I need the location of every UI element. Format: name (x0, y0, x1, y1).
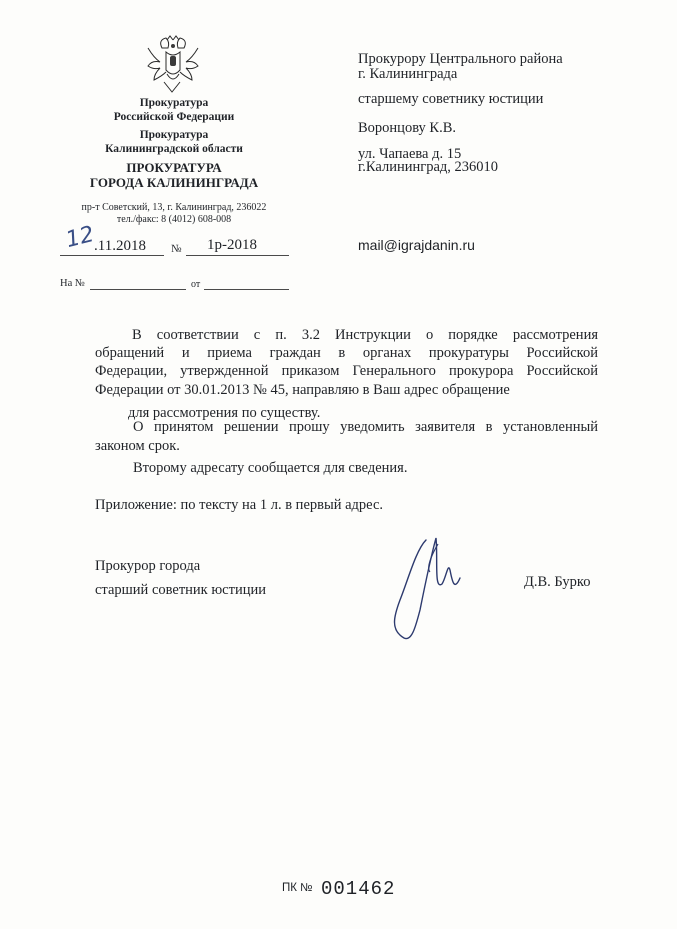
ref-number-underline (90, 289, 186, 290)
org-name-2b: Калининградской области (105, 143, 243, 155)
body-p3: Второму адресату сообщается для сведения. (133, 460, 408, 476)
org-name-2: Прокуратура (139, 129, 209, 141)
signer-title-2: старший советник юстиции (95, 582, 266, 598)
signer-name: Д.В. Бурко (524, 574, 591, 590)
pk-label: ПК № (282, 882, 313, 894)
number-sign: № (171, 243, 182, 255)
org-name-1: Прокуратура (139, 97, 209, 109)
org-address: пр-т Советский, 13, г. Калининград, 236022 (81, 202, 267, 213)
body-p1-line-1: В соответствии с п. 3.2 Инструкции о порядке рассмотрения (132, 327, 598, 343)
reg-number: 1р-2018 (207, 237, 257, 253)
recipient-line-1: Прокурору Центрального района (358, 51, 563, 67)
org-name-1b: Российской Федерации (113, 111, 235, 123)
recipient-line-3: старшему советнику юстиции (358, 91, 544, 107)
recipient-city: г.Калининград, 236010 (358, 159, 499, 175)
attachment-note: Приложение: по тексту на 1 л. в первый адрес. (95, 497, 384, 513)
body-p2-line-1: О принятом решении прошу уведомить заявителя в установленный (133, 419, 598, 435)
body-p2-line-2: законом срок. (95, 438, 180, 454)
body-p1-line-5: для рассмотрения по существу. (128, 405, 321, 421)
pk-number: 001462 (321, 878, 396, 900)
handwritten-date: 12 (63, 221, 97, 254)
org-name-3b: ГОРОДА КАЛИНИНГРАДА (89, 175, 259, 190)
date-underline (60, 255, 164, 256)
body-p1-line-2: обращений и приема граждан в органах прокуратуры Российской (95, 345, 598, 361)
ref-from-underline (204, 289, 289, 290)
org-phone: тел./факс: 8 (4012) 608-008 (116, 214, 232, 225)
coat-of-arms-emblem-icon (140, 34, 206, 96)
date-printed: .11.2018 (94, 238, 146, 254)
number-underline (186, 255, 289, 256)
body-p1-line-4: Федерации от 30.01.2013 № 45, направляю в Ваш адрес обращение (95, 382, 510, 398)
ref-from-label: от (191, 279, 201, 290)
body-p1-line-3: Федерации, утвержденной приказом Генерального прокурора Российской (95, 363, 598, 379)
signer-title-1: Прокурор города (95, 558, 201, 574)
recipient-street: ул. Чапаева д. 15 (358, 146, 462, 162)
org-name-3: ПРОКУРАТУРА (126, 160, 222, 175)
recipient-email: mail@igrajdanin.ru (358, 237, 475, 253)
recipient-name: Воронцову К.В. (358, 120, 457, 136)
ref-number-label: На № (60, 278, 85, 289)
handwritten-signature-icon (386, 520, 466, 650)
recipient-line-2: г. Калининграда (358, 66, 458, 82)
